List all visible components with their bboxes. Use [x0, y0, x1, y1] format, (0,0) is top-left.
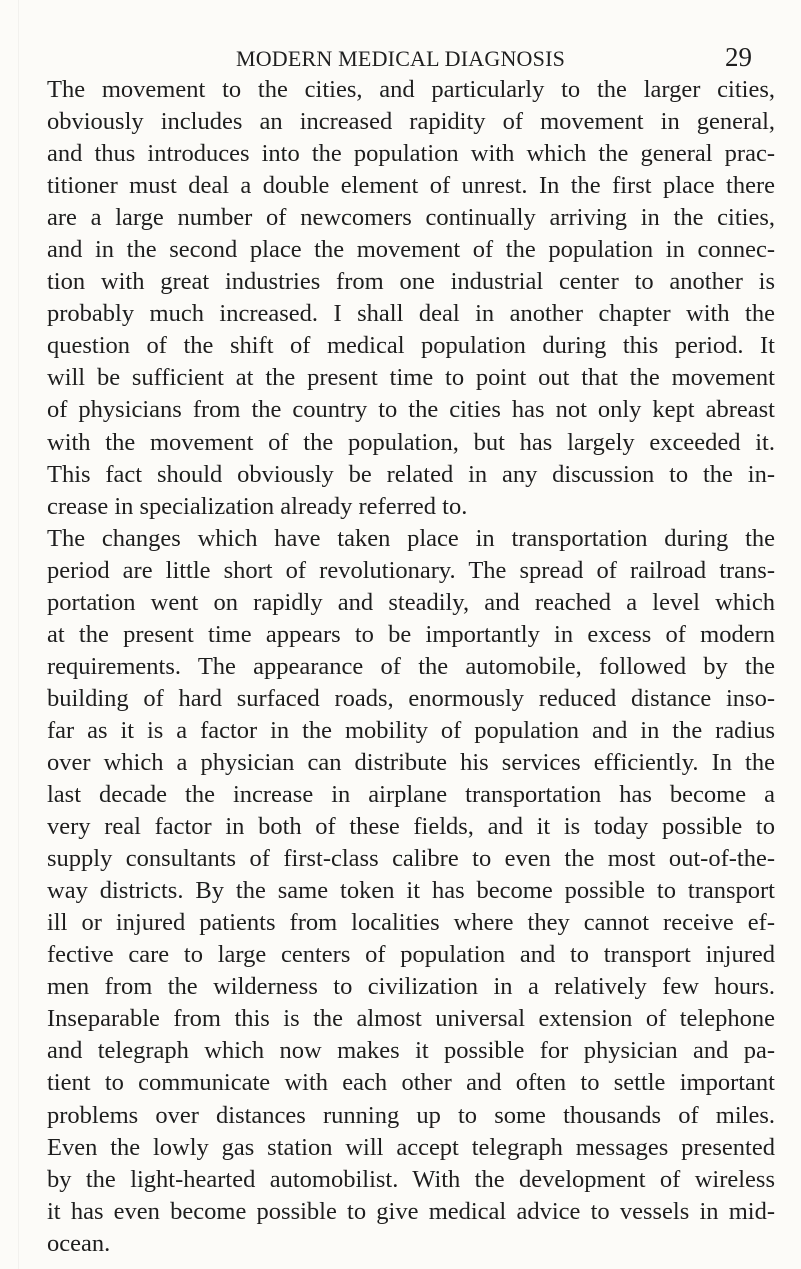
text-line: problems over distances running up to some thousands of miles.	[47, 1101, 775, 1129]
text-line: The changes which have taken place in transportation during the	[47, 524, 775, 552]
text-line: fective care to large centers of population and to transport injured	[47, 941, 775, 969]
text-line: This fact should obviously be related in any discussion to the in-	[47, 460, 775, 488]
text-line: The movement to the cities, and particularly to the larger cities,	[47, 76, 775, 103]
page-header	[0, 44, 801, 78]
text-line: ocean.	[47, 1229, 111, 1257]
text-line: Even the lowly gas station will accept telegraph messages presented	[47, 1133, 775, 1161]
text-line: with the movement of the population, but has largely exceeded it.	[47, 428, 775, 456]
text-line: crease in specialization already referred to.	[47, 492, 468, 520]
text-line: building of hard surfaced roads, enormously reduced distance inso-	[47, 684, 775, 712]
text-line: and thus introduces into the population with which the general prac-	[47, 140, 775, 168]
body-text	[47, 74, 775, 1260]
text-line: period are little short of revolutionary. The spread of railroad trans-	[47, 556, 775, 584]
text-line: by the light-hearted automobilist. With the development of wireless	[47, 1165, 775, 1193]
text-line: probably much increased. I shall deal in another chapter with the	[47, 300, 775, 328]
text-line: are a large number of newcomers continually arriving in the cities,	[47, 204, 775, 232]
text-line: portation went on rapidly and steadily, and reached a level which	[47, 588, 775, 616]
text-line: last decade the increase in airplane transportation has become a	[47, 781, 775, 809]
text-line: far as it is a factor in the mobility of population and in the radius	[47, 716, 775, 744]
text-line: Inseparable from this is the almost universal extension of telephone	[47, 1005, 775, 1033]
text-line: requirements. The appearance of the automobile, followed by the	[47, 652, 775, 680]
text-line: at the present time appears to be importantly in excess of modern	[47, 620, 775, 648]
scan-edge-shadow	[18, 0, 19, 1269]
page-number: 29	[725, 42, 752, 72]
text-line: tion with great industries from one industrial center to another is	[47, 268, 775, 296]
text-line: and in the second place the movement of the population in connec-	[47, 236, 775, 264]
text-line: titioner must deal a double element of unrest. In the first place there	[47, 172, 775, 200]
text-line: supply consultants of first-class calibre to even the most out-of-the-	[47, 845, 775, 873]
text-line: over which a physician can distribute his services efficiently. In the	[47, 748, 775, 776]
text-line: it has even become possible to give medical advice to vessels in mid-	[47, 1197, 775, 1225]
text-line: of physicians from the country to the cities has not only kept abreast	[47, 396, 775, 424]
text-line: way districts. By the same token it has become possible to transport	[47, 877, 775, 905]
text-line: obviously includes an increased rapidity of movement in general,	[47, 108, 775, 136]
running-title: MODERN MEDICAL DIAGNOSIS	[235, 46, 566, 71]
text-line: very real factor in both of these fields, and it is today possible to	[47, 813, 775, 841]
text-line: will be sufficient at the present time to point out that the movement	[47, 364, 775, 392]
text-line: tient to communicate with each other and often to settle important	[47, 1069, 775, 1097]
text-line: question of the shift of medical population during this period. It	[47, 332, 775, 360]
text-line: men from the wilderness to civilization in a relatively few hours.	[47, 973, 775, 1001]
text-line: and telegraph which now makes it possible for physician and pa-	[47, 1037, 775, 1065]
text-line: ill or injured patients from localities where they cannot receive ef-	[47, 909, 775, 937]
